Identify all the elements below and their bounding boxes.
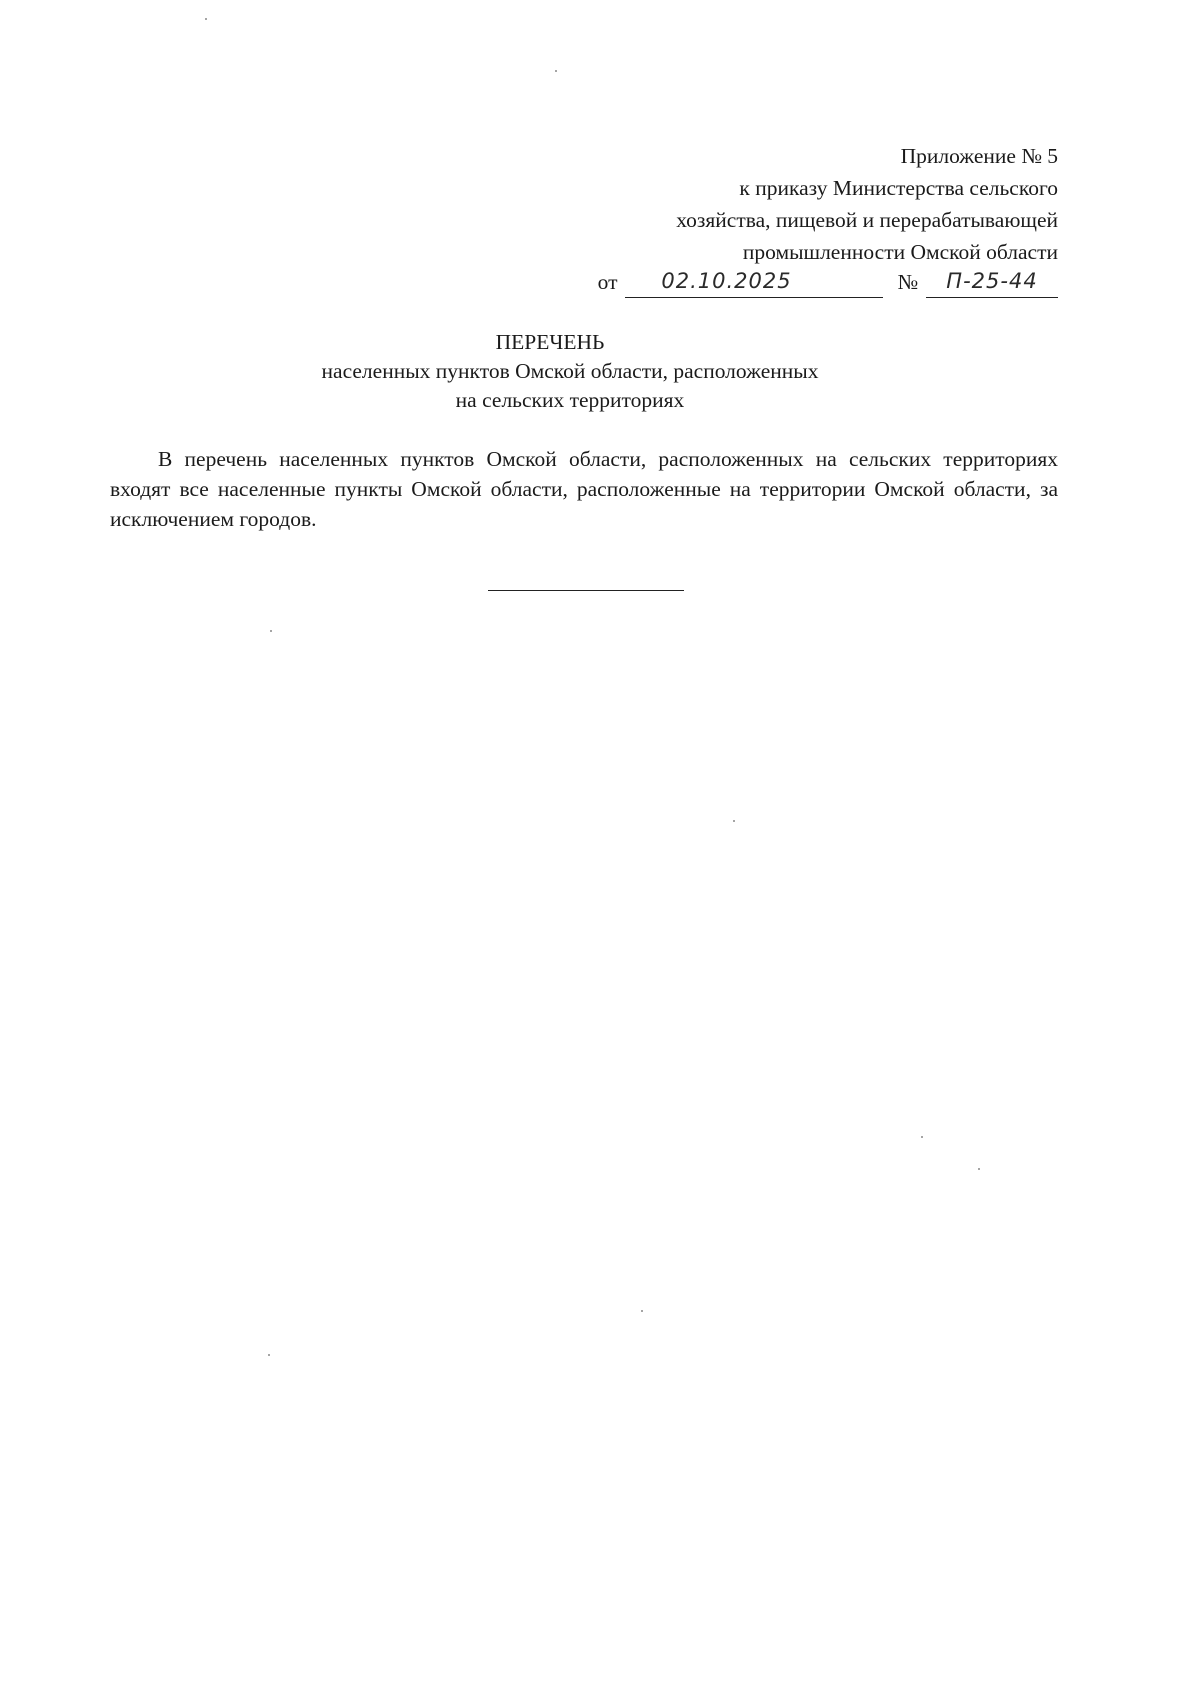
body-paragraph: В перечень населенных пунктов Омской области, расположенных на сельских территориях входят все населенные пункты Омской области, расположенные на территории Омской области, за исключением городов. <box>110 447 1058 531</box>
appendix-header <box>538 140 1058 298</box>
document-subtitle-line-1: населенных пунктов Омской области, расположенных <box>321 359 819 383</box>
scan-speck <box>270 630 272 632</box>
end-divider <box>488 590 684 591</box>
appendix-order-ref: к приказу Министерства сельского <box>739 176 1058 200</box>
scan-speck <box>641 1310 643 1312</box>
order-date-number-line <box>538 266 1058 298</box>
document-heading <box>0 328 1100 415</box>
appendix-region-line: промышленности Омской области <box>742 240 1058 264</box>
handwritten-date: 02.10.2025 <box>661 269 792 293</box>
appendix-ministry-line: хозяйства, пищевой и перерабатывающей <box>676 208 1058 232</box>
scan-speck <box>268 1354 270 1356</box>
number-blank <box>926 267 1058 298</box>
date-label: от <box>597 270 618 294</box>
scan-speck <box>978 1168 980 1170</box>
document-title: ПЕРЕЧЕНЬ <box>495 330 605 354</box>
appendix-number: Приложение № 5 <box>900 144 1058 168</box>
scan-speck <box>555 70 557 72</box>
number-label: № <box>897 270 918 294</box>
scan-speck <box>921 1136 923 1138</box>
date-blank <box>625 267 883 298</box>
document-subtitle-line-2: на сельских территориях <box>455 388 685 412</box>
handwritten-number: П-25-44 <box>946 269 1038 293</box>
scan-speck <box>733 820 735 822</box>
scan-speck <box>205 18 207 20</box>
